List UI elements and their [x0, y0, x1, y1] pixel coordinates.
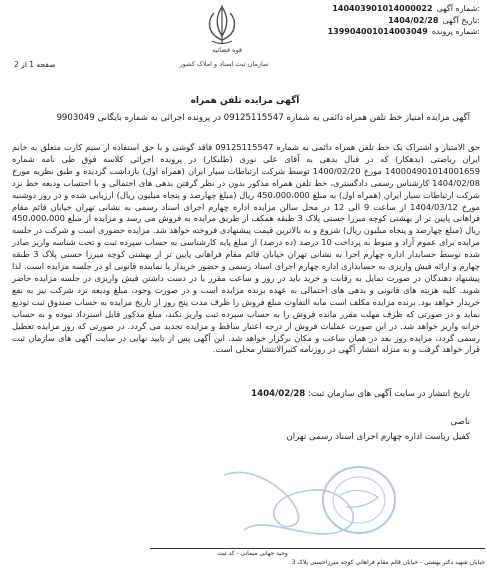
notice-number-label: :شماره آگهی	[436, 4, 480, 13]
notice-title: آگهی مزایده تلفن همراه	[190, 96, 300, 106]
notice-subtitle: آگهی مزایده امتیاز خط تلفن همراه دائمی به شماره 09125115547 در پرونده اجرائی به شماره بایگانی 9903049	[56, 113, 470, 123]
iran-emblem-icon	[196, 3, 248, 47]
logo-text: قوه قضائیه	[212, 46, 242, 54]
footer-address: خیابان شهید دکتر بهشتی - خیابان قائم مقام فراهانی کوچه میرزاحسنی پلاک 3	[291, 559, 485, 566]
notice-body: حق الامتیاز و اشتراک یک خط تلفن همراه دائمی به شماره 09125115547 فاقد گوشی و با حق استفاده از سیم کارت متعلق به خانم ایران ریاضتی (بدهکار) که در قبال بدهی به آقای علی نوری (طلبکار) در پرونده اجرائی کلاسه فوق طی نامه شماره 140004901014001659 مورخ 1400/02/20 توسط شرکت ارتباطات سیار ایران (همراه اول) بازداشت گردیده و طبق نظریه مورخ 1404/02/08 کارشناس رسمی دادگستری، خط تلفن همراه مذکور بدون در نظر گرفتن بدهی های احتمالی و با احتساب ودیعه خط نزد شرکت ارتباطات سیار ایران (همراه اول) به مبلغ 450،000،000 ریال (مبلغ چهارصد و پنجاه میلیون ریال) ارزیابی شده و در روز دوشنبه مورخ 1404/03/12 از ساعت 9 الی 12 در محل سالن مزایده اداره چهارم اجرای اسناد رسمی به نشانی تهران خیابان قائم مقام فراهانی پایین تر از بهشتی کوچه میرزا حسنی پلاک 3 طبقه همکف از طریق مزایده به فروش می رسد و مزایده از مبلغ 450،000،000 ریال (مبلغ چهارصد و پنجاه میلیون ریال) شروع و به بالاترین قیمت پیشنهادی فروخته خواهد شد. مزایده حضوری است و شرکت در جلسه مزایده برای عموم آزاد و منوط به پرداخت 10 درصد (ده درصد) از مبلغ پایه کارشناسی به حساب سپرده ثبت و تحت شناسه واریز صادر شده توسط حسابدار اداره چهارم اجرا به نشانی تهران خیابان قائم مقام فراهانی پایین تر از بهشتی کوچه میرزا حسنی پلاک 3 طبقه چهارم و ارائه فیش واریزی به حسابداری اداره چهارم اجرای اسناد رسمی و حضور خریدار یا نماینده قانونی او در جلسه مزایده است. لذا پیشنهاد دهندگان در صورت تمایل به رقابت و خرید باید در روز و ساعت مقرر با در دست داشتن فیش واریزی در جلسه مزایده حاضر شوند. کلیه هزینه های قانونی و بدهی های احتمالی به عهده برنده مزایده است و در صورت وجود، مبلغ ودیعه نزد شرکت نیز به نفع خریدار خواهد بود. برنده مزایده مکلف است مابه التفاوت مبلغ فروش را ظرف مدت پنج روز از تاریخ مزایده به حساب صندوق ثبت تودیع نماید و در صورتی که ظرف مهلت مقرر مانده فروش را به حساب سپرده ثبت واریز نکند، مبلغ مذکور قابل استرداد نبوده و به حساب خزانه واریز خواهد شد. در این صورت عملیات فروش از درجه اعتبار ساقط و مزایده تجدید می گردد. در صورتی که روز مزایده تعطیل رسمی گردد، مزایده روز بعد در همان ساعت و مکان برگزار خواهد شد. این آگهی پس از تایید نهایی در سایت آگهی های سازمان ثبت قرار خواهد گرفت و به منزله انتشار آگهی در روزنامه کثیرالانتشار محلی است.	[12, 142, 481, 355]
notice-date: 1404/02/28	[388, 15, 439, 25]
file-number: 139904001014003049	[327, 27, 428, 36]
publication-line	[160, 389, 470, 399]
stamp-seal-icon	[323, 467, 395, 533]
page-number: صفحه 1 از 2	[14, 60, 56, 69]
publication-date: 1404/02/28	[251, 389, 306, 399]
footer-contact: وحید جهانی میمانی - کد ثبت	[217, 550, 288, 557]
reference-block	[290, 3, 480, 38]
notice-number: 140403901014000022	[332, 4, 433, 13]
footer-divider	[150, 548, 485, 549]
file-number-label: :شماره پرونده	[431, 27, 480, 36]
signer-office: کفیل ریاست اداره چهارم اجرای اسناد رسمی تهران	[286, 432, 470, 442]
org-name: سازمان ثبت اسناد و املاک کشور	[179, 60, 269, 68]
notice-date-label: :تاریخ آگهی	[442, 15, 480, 25]
signature-stamp	[14, 455, 484, 550]
signer-name: ناصی	[450, 417, 470, 427]
file-number-row	[290, 26, 480, 38]
notice-date-row	[290, 15, 480, 27]
publication-label: تاریخ انتشار در سایت آگهی های سازمان ثبت:	[308, 389, 470, 399]
notice-number-row	[290, 3, 480, 15]
